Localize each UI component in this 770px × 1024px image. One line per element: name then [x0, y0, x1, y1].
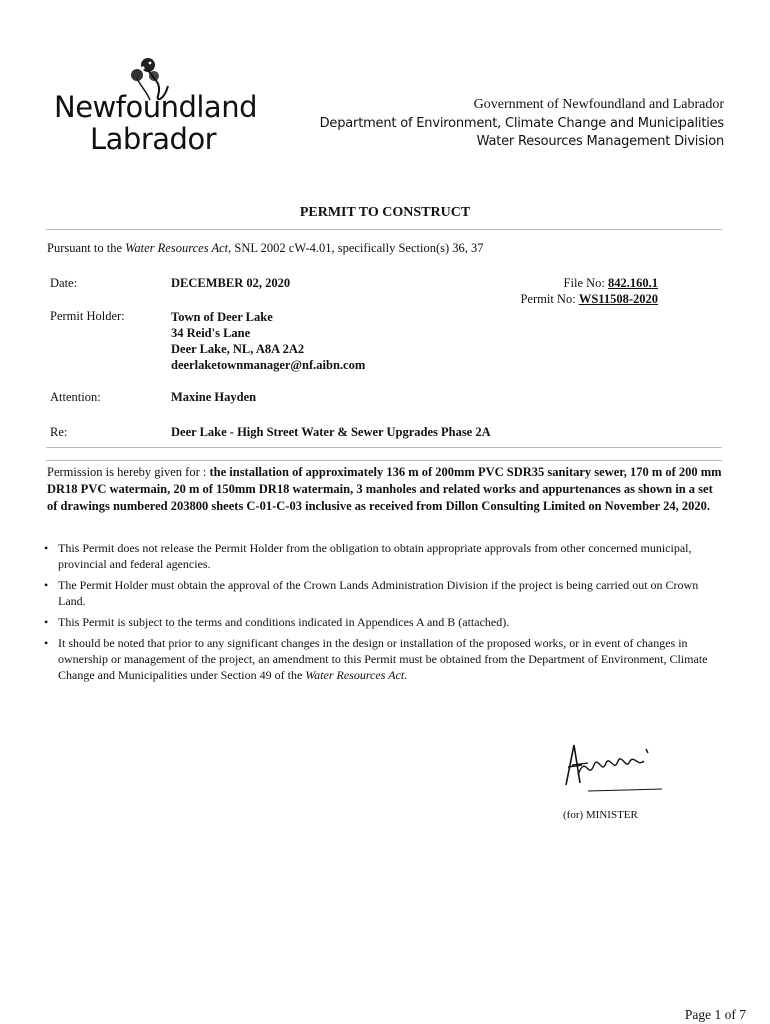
re-label: Re:	[50, 425, 68, 439]
permit-holder-address	[171, 309, 365, 373]
condition-text: It should be noted that prior to any significant changes in the design or installation of the proposed works, or in event of changes in ownership or management of the project, an amendment to this Permit must be obtained from the Department of Environment, Climate Change and Municipalities under Section 49 of the	[58, 636, 708, 682]
header-government: Government of Newfoundland and Labrador	[473, 97, 724, 112]
date-label: Date:	[50, 276, 78, 290]
condition-item	[44, 577, 724, 609]
permit-number-label: Permit No:	[520, 292, 576, 306]
condition-text: This Permit is subject to the terms and conditions indicated in Appendices A and B (attached).	[58, 615, 510, 629]
header-department: Department of Environment, Climate Change and Municipalities	[319, 116, 724, 131]
header-division: Water Resources Management Division	[476, 134, 724, 149]
divider-top	[46, 229, 722, 230]
permission-intro: Permission is hereby given for :	[47, 465, 210, 479]
bullet: •	[44, 636, 49, 650]
condition-item	[44, 635, 724, 683]
condition-item	[44, 540, 724, 572]
holder-name: Town of Deer Lake	[171, 310, 273, 324]
date-value: DECEMBER 02, 2020	[171, 276, 291, 290]
pursuant-line	[47, 241, 484, 256]
pursuant-prefix: Pursuant to the	[47, 241, 126, 255]
logo-text-labrador: Labrador	[90, 122, 217, 156]
divider-mid-2	[46, 460, 722, 461]
conditions-list	[44, 540, 724, 688]
file-permit-block	[520, 275, 658, 307]
document-title: PERMIT TO CONSTRUCT	[299, 205, 471, 220]
file-number-label: File No:	[563, 276, 605, 290]
permission-statement	[47, 464, 722, 515]
permit-number-row	[520, 291, 658, 307]
minister-caption: (for) MINISTER	[563, 809, 638, 821]
condition-end: .	[404, 668, 408, 682]
holder-street: 34 Reid's Lane	[171, 326, 251, 340]
attention-label: Attention:	[50, 390, 101, 404]
bullet: •	[44, 615, 49, 629]
holder-city: Deer Lake, NL, A8A 2A2	[171, 342, 305, 356]
permit-holder-label: Permit Holder:	[50, 309, 125, 323]
holder-email: deerlaketownmanager@nf.aibn.com	[171, 358, 366, 372]
condition-text: This Permit does not release the Permit Holder from the obligation to obtain appropriate approvals from other concerned municipal, provincial and federal agencies.	[58, 541, 692, 571]
permission-details: the installation of approximately 136 m of 200mm PVC SDR35 sanitary sewer, 170 m of 200 mm DR18 PVC watermain, 20 m of 150mm DR18 watermain, 3 manholes and related works and appurtenances as shown in a set of drawings numbered 203800 sheets C-01-C-03 inclusive as received from Dillon Consulting Limited on November 24, 2020.	[47, 465, 722, 513]
condition-item	[44, 614, 724, 630]
bullet: •	[44, 541, 49, 555]
condition-text: The Permit Holder must obtain the approval of the Crown Lands Administration Division if the project is being carried out on Crown Land.	[58, 578, 699, 608]
pursuant-suffix: , SNL 2002 cW-4.01, specifically Section(s) 36, 37	[228, 241, 484, 255]
pursuant-act: Water Resources Act	[125, 241, 229, 255]
re-value: Deer Lake - High Street Water & Sewer Upgrades Phase 2A	[171, 425, 491, 439]
logo-text-newfoundland: Newfoundland	[54, 90, 257, 124]
attention-value: Maxine Hayden	[171, 390, 257, 404]
newfoundland-labrador-logo	[52, 56, 257, 156]
minister-signature	[558, 735, 668, 805]
condition-act: Water Resources Act	[305, 668, 405, 682]
page-number: Page 1 of 7	[684, 1007, 746, 1022]
divider-mid	[46, 447, 722, 448]
file-number-row	[520, 275, 658, 291]
bullet: •	[44, 578, 49, 592]
file-number-value: 842.160.1	[608, 276, 658, 290]
permit-number-value: WS11508-2020	[578, 292, 658, 306]
